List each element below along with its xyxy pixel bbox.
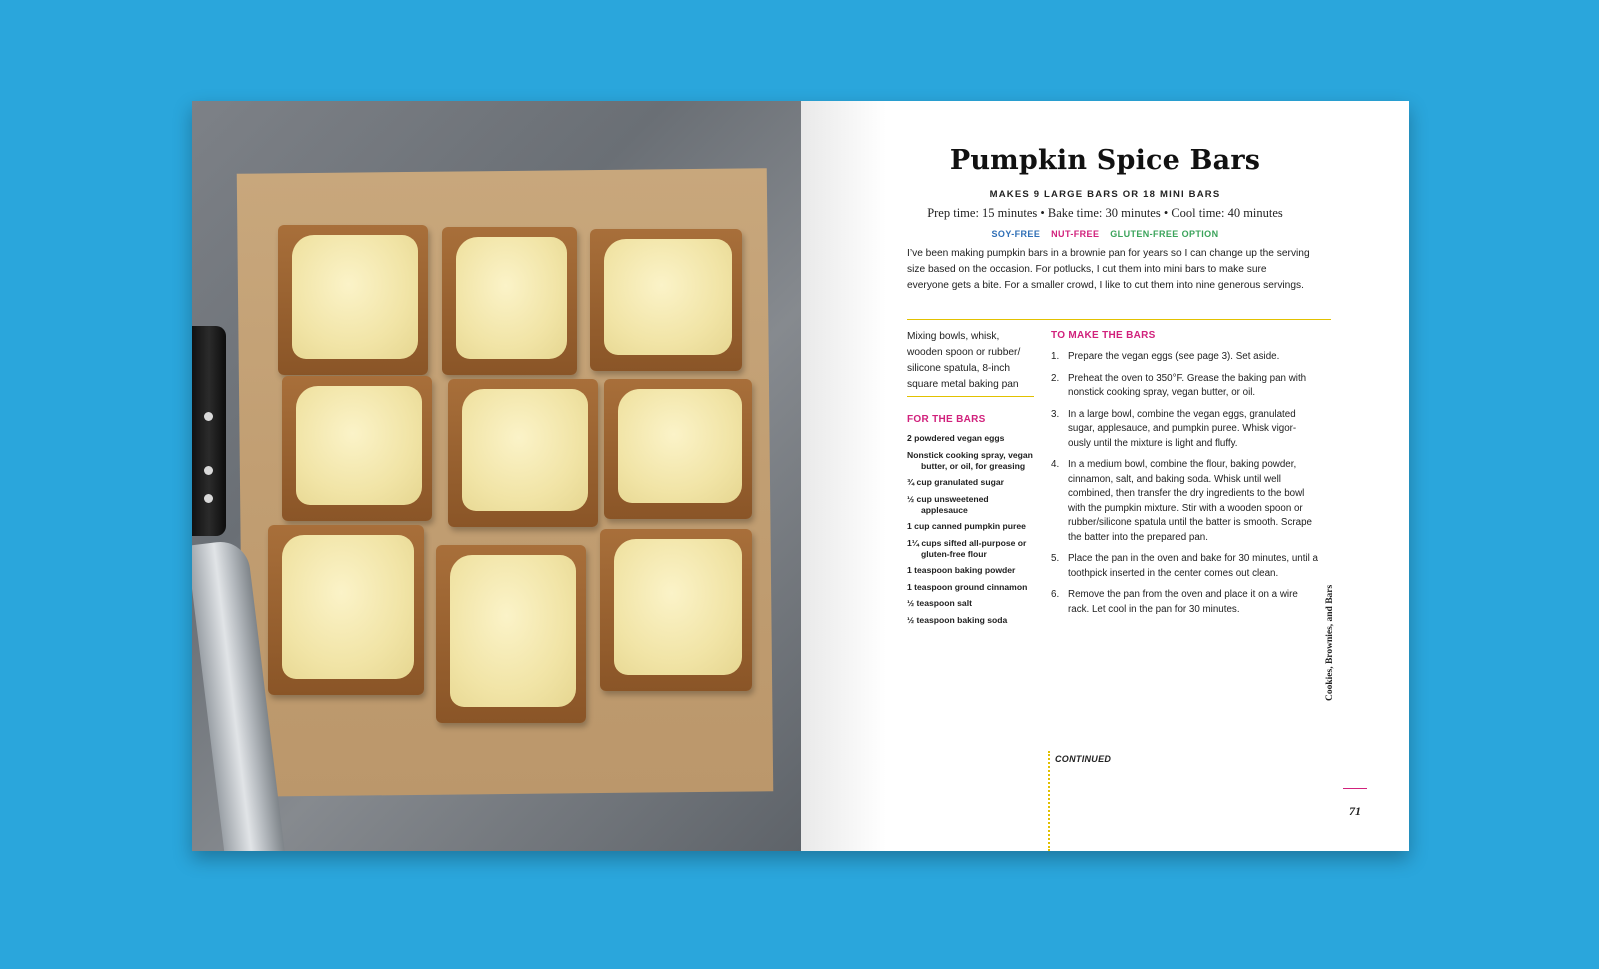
pumpkin-bar [448, 379, 598, 527]
ingredient-item: ½ teaspoon baking soda [907, 614, 1008, 625]
step-text: In a large bowl, combine the vegan eggs, granulated sugar, applesauce, and pumpkin puree. Whisk vigor-ously until the mixture is light and fluffy. [1068, 408, 1297, 449]
diet-tags [801, 229, 1409, 239]
ingredient-item: Nonstick cooking spray, vegan butter, or oil, for greasing [907, 449, 1033, 471]
knife-handle [192, 326, 226, 536]
ingredients-heading: FOR THE BARS [907, 414, 986, 425]
step-text: Place the pan in the oven and bake for 30 minutes, until a toothpick inserted in the center comes out clean. [1068, 553, 1318, 579]
equipment-divider [907, 396, 1034, 397]
ingredients-list [907, 433, 1037, 631]
book-spread [192, 101, 1409, 851]
running-head: Cookies, Brownies, and Bars [1325, 584, 1335, 701]
section-divider [907, 319, 1331, 320]
step-item [1051, 408, 1319, 452]
step-item [1051, 372, 1319, 401]
tag-gluten-free-option: GLUTEN-FREE OPTION [1110, 229, 1219, 239]
step-text: Preheat the oven to 350°F. Grease the baking pan with nonstick cooking spray, vegan butter, or oil. [1068, 372, 1307, 398]
continued-dotted-line [1048, 751, 1050, 851]
step-item [1051, 552, 1319, 581]
ingredient-item: 1 teaspoon baking powder [907, 565, 1016, 575]
step-item [1051, 458, 1319, 545]
recipe-intro: I’ve been making pumpkin bars in a brownie pan for years so I can change up the serving size based on the occasion. For potlucks, I cut them into mini bars to make sure everyone gets a bite. For a smaller crowd, I like to cut them into nine generous servings. [907, 248, 1310, 291]
step-number: 5. [1051, 553, 1060, 564]
tag-nut-free: NUT-FREE [1051, 229, 1100, 239]
continued-label: CONTINUED [1055, 754, 1112, 764]
tag-soy-free: SOY-FREE [991, 229, 1041, 239]
steps-list [1051, 350, 1319, 624]
pumpkin-bar [278, 225, 428, 375]
steps-heading: TO MAKE THE BARS [1051, 330, 1156, 341]
step-number: 3. [1051, 408, 1060, 420]
pumpkin-bar [604, 379, 752, 519]
ingredient-item: ¾ cup granulated sugar [907, 477, 1004, 487]
ingredient-item: 1 teaspoon ground cinnamon [907, 581, 1028, 592]
pumpkin-bar [268, 525, 424, 695]
step-item [1051, 588, 1319, 617]
recipe-page [801, 101, 1409, 851]
running-head-rule [1343, 788, 1367, 789]
step-number: 6. [1051, 589, 1060, 600]
pumpkin-bar [442, 227, 577, 375]
recipe-title: Pumpkin Spice Bars [949, 145, 1261, 176]
ingredient-item: ½ cup unsweetened applesauce [907, 493, 989, 515]
equipment-list: Mixing bowls, whisk, wooden spoon or rubber/ silicone spatula, 8-inch square metal baking pan [907, 331, 1021, 390]
step-text: Remove the pan from the oven and place it on a wire rack. Let cool in the pan for 30 minutes. [1068, 589, 1298, 615]
step-text: In a medium bowl, combine the flour, baking powder, cinnamon, salt, and baking soda. Whisk until well combined, then transfer the dry ingredients to the bowl with the pumpkin mixture. Stir with a wooden spoon or rubber/silicone spatula until the batter is smooth. Scrape the batter into the prepared pan. [1068, 459, 1312, 543]
step-number: 4. [1051, 459, 1060, 470]
ingredient-item: 1 cup canned pumpkin puree [907, 521, 1026, 531]
page-number: 71 [1349, 804, 1361, 818]
ingredient-item: 1¼ cups sifted all-purpose or gluten-free flour [907, 537, 1027, 559]
pumpkin-bar [282, 376, 432, 521]
step-number: 1. [1051, 351, 1060, 362]
step-text: Prepare the vegan eggs (see page 3). Set aside. [1068, 351, 1280, 362]
pumpkin-bar [436, 545, 586, 723]
step-number: 2. [1051, 372, 1060, 384]
recipe-yield: MAKES 9 LARGE BARS OR 18 MINI BARS [989, 189, 1221, 200]
pumpkin-bar [590, 229, 742, 371]
ingredient-item: 2 powdered vegan eggs [907, 433, 1005, 443]
recipe-times: Prep time: 15 minutes • Bake time: 30 minutes • Cool time: 40 minutes [927, 206, 1283, 220]
ingredient-item: ½ teaspoon salt [907, 598, 972, 608]
recipe-photo [192, 101, 801, 851]
pumpkin-bar [600, 529, 752, 691]
step-item [1051, 350, 1319, 365]
